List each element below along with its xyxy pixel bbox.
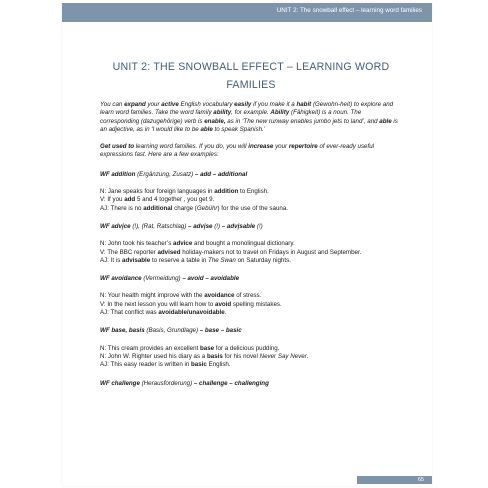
text-run: English. (206, 361, 231, 369)
word-family-heading (100, 275, 400, 283)
text-run: able (200, 125, 213, 133)
text-run: V: The BBC reporter (100, 248, 158, 256)
text-run: advice (173, 240, 193, 248)
text-run: if you make it a (251, 101, 297, 108)
page-title-line-1: UNIT 2: THE SNOWBALL EFFECT – LEARNING WORD (112, 61, 390, 73)
text-run: ability (213, 109, 232, 117)
example-sentence (100, 301, 400, 309)
text-run: You can (100, 101, 125, 108)
example-list (100, 292, 400, 317)
example-sentence (100, 257, 400, 265)
text-run: charge ( (172, 204, 197, 212)
text-run: for his novel (222, 352, 260, 360)
example-list (100, 188, 400, 213)
example-list (100, 240, 400, 265)
text-run: on Saturday nights. (235, 256, 291, 264)
text-run: your (273, 143, 289, 151)
text-run: enable, (204, 117, 226, 125)
text-run: is an adjective, as in ‘I would like to be (100, 117, 398, 133)
text-run: basis (206, 352, 223, 360)
intro-paragraph-2 (100, 143, 400, 160)
text-run: increase (248, 143, 274, 151)
text-run: base (199, 344, 215, 352)
word-family-heading (100, 171, 400, 179)
text-run: The Swan (208, 256, 236, 264)
text-run: . (224, 309, 227, 317)
example-sentence (100, 361, 400, 369)
example-sentence (100, 345, 400, 353)
text-run: – challenge – challenging (193, 379, 269, 387)
text-run: (!) (255, 222, 263, 230)
text-run: Get used to (100, 143, 135, 151)
text-run: to English. (238, 188, 269, 196)
text-run: WF addition (100, 170, 136, 178)
word-family-heading (100, 327, 400, 335)
example-sentence (100, 196, 400, 204)
text-run: ) for the use of the sauna. (217, 204, 289, 212)
text-run: . (306, 352, 309, 360)
text-run: AJ: This easy reader is written in (100, 361, 192, 369)
text-run: to speak Spanish.’ (212, 125, 266, 133)
text-run: WF avoidance (100, 275, 142, 283)
example-sentence (100, 309, 400, 317)
text-run: and bought a monolingual dictionary. (192, 240, 295, 248)
text-run: basic (191, 361, 207, 369)
text-run: spelling mistakes. (231, 300, 282, 308)
text-run: (Herausforderung) (139, 379, 194, 387)
text-run: (Ergänzung, Zusatz) (135, 170, 195, 178)
text-run: avoidable/unavoidable (158, 309, 225, 317)
text-run: holiday-makers not to travel on Fridays in August and September. (180, 248, 362, 256)
text-run: of ever-ready useful expressions fast. Here are a few examples: (100, 143, 375, 159)
example-sentence (100, 249, 400, 257)
text-run: – add – additional (194, 170, 248, 178)
text-run: , for example. (231, 109, 271, 117)
text-run: WF challenge (100, 379, 140, 387)
text-run: (Vermeidung) (141, 275, 183, 283)
running-header (62, 3, 432, 22)
text-run: (!), (Rat, Ratschlag) (130, 222, 189, 230)
text-run: addition (214, 188, 239, 196)
text-run: advisable (122, 256, 151, 264)
text-run: V: If you (100, 196, 125, 204)
text-run: (!) (212, 222, 222, 230)
example-sentence (100, 205, 400, 213)
text-run: (Gewohn-heit) to explore and learn word families. Take the word family (100, 101, 394, 117)
page-number: 65 (417, 477, 424, 483)
text-run: repertoire (288, 143, 318, 151)
text-run: N: John took his teacher’s (100, 240, 174, 248)
text-run: Ability (270, 109, 290, 117)
example-sentence (100, 353, 400, 361)
running-header-title: UNIT 2: The snowball effect – learning word families (276, 7, 422, 14)
text-run: AJ: It is (100, 256, 123, 264)
text-run: to reserve a table in (150, 256, 209, 264)
example-sentence (100, 292, 400, 300)
text-run: your (145, 101, 162, 108)
text-run: AJ: That conflict was (100, 309, 159, 317)
text-run: N: John W. Righter used his diary as a (100, 352, 207, 360)
text-run: – avoid – avoidable (182, 275, 240, 283)
example-sentence (100, 188, 400, 196)
text-run: – advi̧se (188, 222, 213, 230)
text-run: able (379, 117, 392, 125)
text-run: learning word families. If you do, you will (134, 143, 249, 151)
text-run: 5 and 4 together , you get 9. (135, 196, 215, 204)
text-run: active (161, 101, 179, 108)
text-run: V: In the next lesson you will learn how to (100, 300, 215, 308)
text-run: (Fähigkeit) is a noun. The corresponding (dazugehörige) verb is (100, 109, 362, 125)
text-run: N: This cream provides an excellent (100, 344, 200, 352)
text-run: expand (124, 101, 146, 108)
text-run: easily (234, 101, 252, 108)
word-family-heading (100, 223, 400, 231)
text-run: of stress. (234, 292, 262, 300)
text-run: additional (143, 204, 173, 212)
text-run: – advi̧sable (221, 222, 256, 230)
page-title (100, 58, 402, 94)
word-family-heading (100, 380, 400, 388)
text-run: advised (157, 248, 181, 256)
footer-bar (357, 476, 432, 484)
text-run: N: Your health might improve with the (100, 292, 205, 300)
text-run: WF base, basis (100, 327, 145, 335)
intro-paragraph-1 (100, 101, 400, 134)
text-run: avoid (215, 300, 232, 308)
text-run: Gebühr (196, 204, 218, 212)
word-family-list (100, 171, 400, 388)
text-run: habit (296, 101, 312, 108)
text-run: AJ: There is no (100, 204, 144, 212)
text-run: Never Say Never (259, 352, 307, 360)
text-run: WF advi̧ce (100, 222, 131, 230)
text-run: N: Jane speaks four foreign languages in (100, 188, 215, 196)
text-run: avoidance (204, 292, 235, 300)
text-run: – base – basic (199, 327, 242, 335)
text-run: for a delicious pudding. (214, 344, 280, 352)
text-run: add (124, 196, 136, 204)
page-body (100, 101, 400, 397)
page-title-line-2: FAMILIES (226, 79, 276, 91)
example-sentence (100, 240, 400, 248)
example-list (100, 345, 400, 370)
text-run: (Basis, Grundlage) (144, 327, 200, 335)
text-run: as in ‘The new runway enables jumbo jets to land’, and (225, 117, 380, 125)
text-run: English vocabulary (178, 101, 235, 108)
